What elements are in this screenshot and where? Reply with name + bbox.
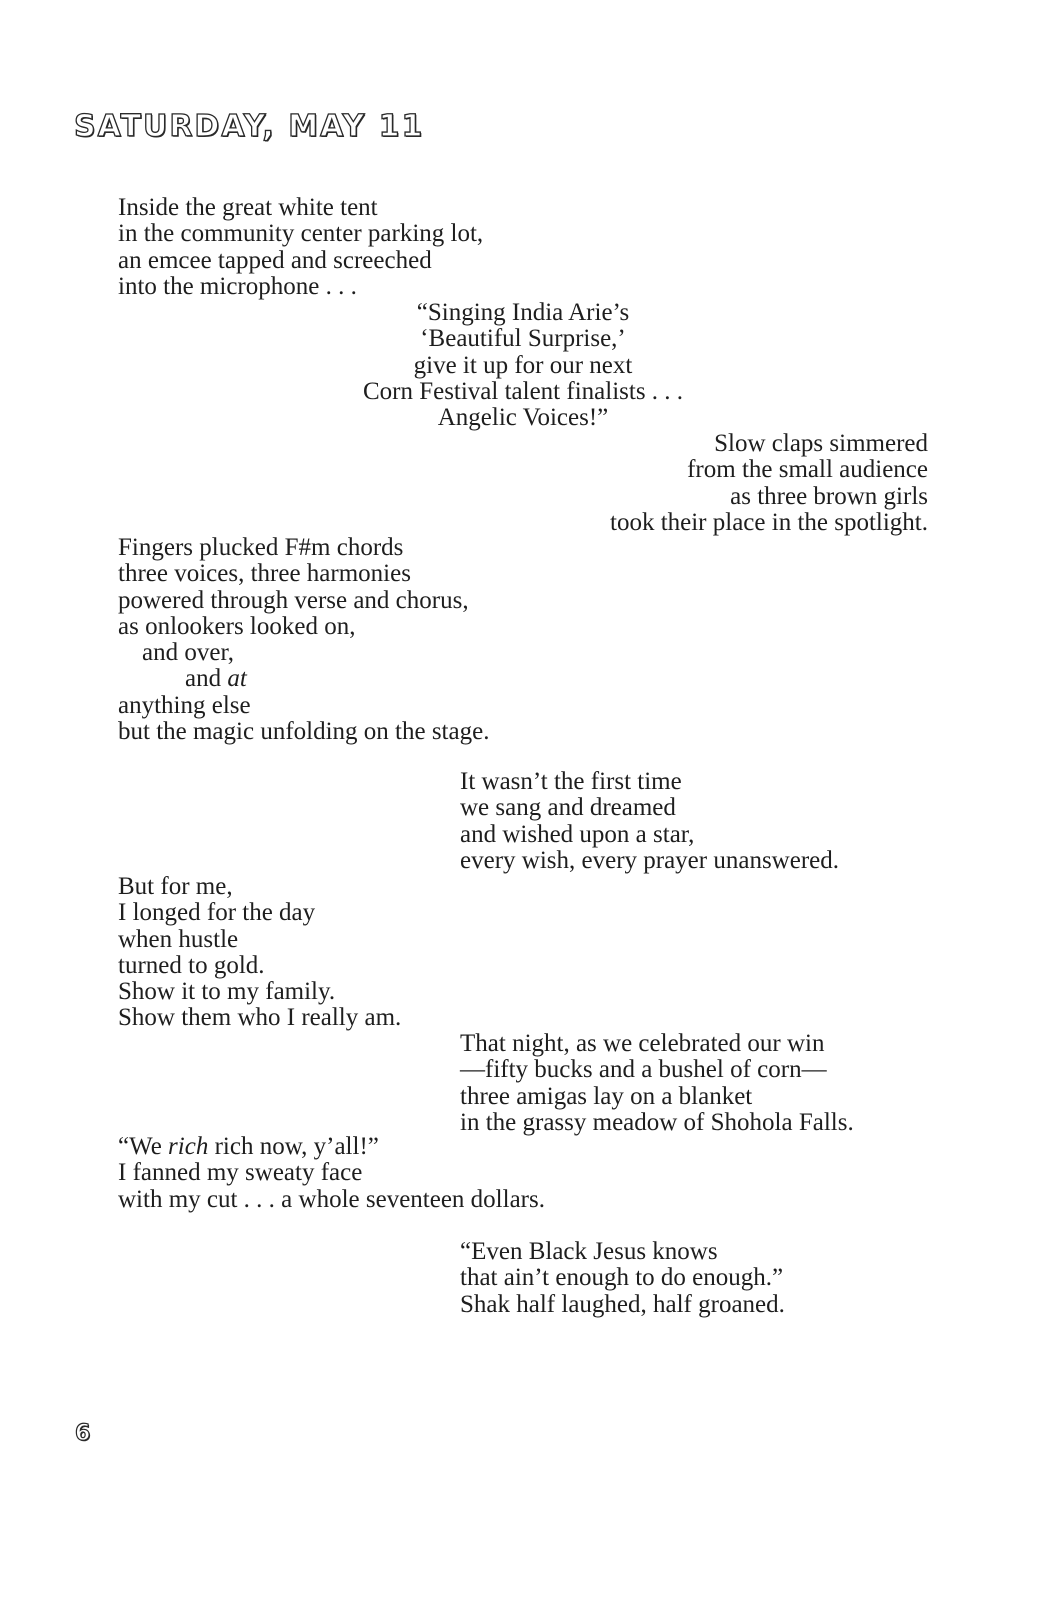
verse-line: Inside the great white tent bbox=[118, 194, 378, 221]
verse-line: that ain’t enough to do enough.” bbox=[460, 1264, 784, 1292]
stanza-9 bbox=[460, 1239, 785, 1318]
verse-line: with my cut . . . a whole seventeen dollars. bbox=[118, 1185, 545, 1213]
italic-word: at bbox=[227, 665, 247, 693]
verse-line: in the grassy meadow of Shohola Falls. bbox=[460, 1108, 854, 1136]
verse-line: Angelic Voices!” bbox=[437, 404, 609, 432]
verse-line: Corn Festival talent finalists . . . bbox=[362, 377, 684, 405]
verse-line: turned to gold. bbox=[118, 951, 265, 979]
stanza-3 bbox=[610, 431, 928, 536]
verse-line: Slow claps simmered bbox=[714, 430, 928, 457]
verse-fragment: rich now, y’all!” bbox=[208, 1133, 379, 1160]
verse-line: three voices, three harmonies bbox=[118, 560, 411, 588]
verse-line: That night, as we celebrated our win bbox=[460, 1030, 825, 1057]
verse-line: into the microphone . . . bbox=[118, 272, 357, 300]
verse-line: Show them who I really am. bbox=[118, 1004, 402, 1032]
verse-line: ‘Beautiful Surprise,’ bbox=[420, 325, 626, 353]
verse-line: I fanned my sweaty face bbox=[118, 1159, 363, 1187]
verse-line: from the small audience bbox=[687, 456, 928, 484]
verse-fragment: “We bbox=[118, 1133, 169, 1160]
verse-line: powered through verse and chorus, bbox=[118, 586, 469, 614]
verse-line: give it up for our next bbox=[413, 351, 633, 379]
stanza-4 bbox=[118, 535, 489, 745]
verse-line: every wish, every prayer unanswered. bbox=[460, 846, 840, 874]
stanza-6 bbox=[118, 874, 401, 1032]
verse-line: “Singing India Arie’s bbox=[416, 299, 630, 326]
verse-line: “Even Black Jesus knows bbox=[460, 1238, 718, 1265]
verse-line: anything else bbox=[118, 691, 251, 719]
verse-line: Shak half laughed, half groaned. bbox=[460, 1290, 785, 1318]
verse-line: and wished upon a star, bbox=[460, 820, 695, 848]
verse-fragment: and bbox=[185, 665, 228, 693]
verse-line: in the community center parking lot, bbox=[118, 220, 484, 248]
verse-line: It wasn’t the first time bbox=[460, 768, 682, 795]
stanza-8 bbox=[118, 1134, 545, 1213]
italic-word: rich bbox=[168, 1133, 209, 1160]
verse-line: —fifty bucks and a bushel of corn— bbox=[460, 1056, 827, 1084]
verse-line: Fingers plucked F#m chords bbox=[118, 534, 404, 561]
verse-line: three amigas lay on a blanket bbox=[460, 1082, 753, 1110]
page-number: 6 bbox=[75, 1421, 91, 1446]
verse-line-indented bbox=[118, 666, 489, 692]
verse-line bbox=[118, 1134, 545, 1160]
verse-line: But for me, bbox=[118, 873, 233, 900]
verse-line: I longed for the day bbox=[118, 899, 316, 927]
verse-line: when hustle bbox=[118, 925, 239, 953]
verse-line: an emcee tapped and screeched bbox=[118, 246, 432, 274]
verse-line: we sang and dreamed bbox=[460, 794, 676, 822]
stanza-1 bbox=[118, 195, 483, 300]
verse-line: as onlookers looked on, bbox=[118, 612, 356, 640]
chapter-date-heading: SATURDAY, MAY 11 bbox=[74, 109, 425, 144]
verse-line-indented: and over, bbox=[142, 639, 235, 667]
verse-line: took their place in the spotlight. bbox=[610, 508, 928, 536]
verse-line: Show it to my family. bbox=[118, 978, 336, 1006]
stanza-7 bbox=[460, 1031, 854, 1136]
verse-line: as three brown girls bbox=[730, 482, 928, 510]
verse-line: but the magic unfolding on the stage. bbox=[118, 718, 490, 746]
stanza-5 bbox=[460, 769, 839, 874]
stanza-2 bbox=[323, 300, 723, 431]
